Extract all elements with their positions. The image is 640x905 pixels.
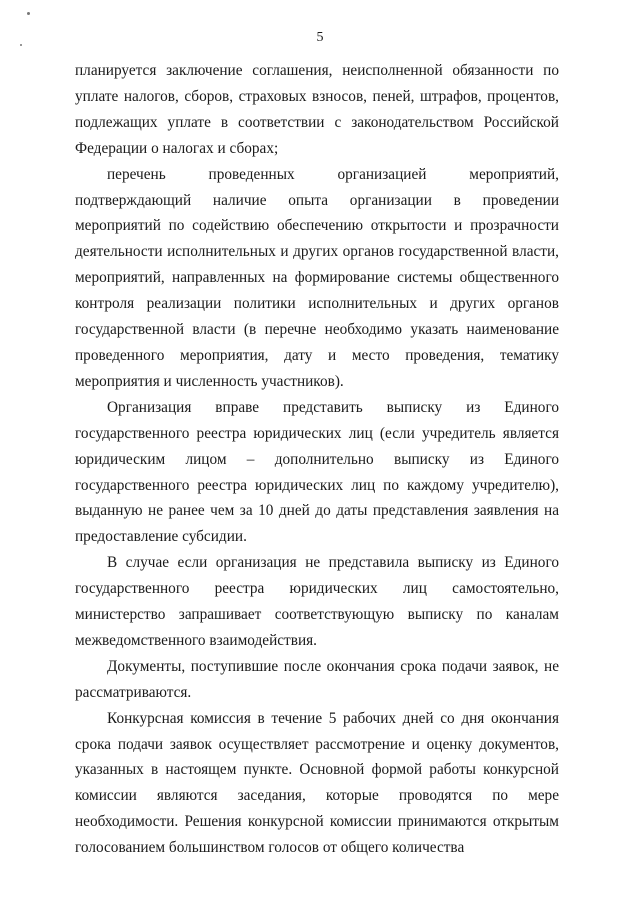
page-number: 5 — [316, 30, 324, 45]
paragraph: Документы, поступившие после окончания срока подачи заявок, не рассматриваются. — [75, 657, 559, 701]
paragraph: Организация вправе представить выписку из Единого государственного реестра юридических лиц (если учредитель является юридическим лицом – дополнительно выписку из Единого государственного реестра юридических лиц по каждому учредителю), выданную не ранее чем за 10 дней до даты представления заявления на предоставление субсидии. — [75, 398, 559, 546]
paragraph: перечень проведенных организацией мероприятий, подтверждающий наличие опыта организации в проведении мероприятий по содействию обеспечению открытости и прозрачности деятельности исполнительных и других органов государственной власти, мероприятий, направленных на формирование системы общественного контроля реализации политики исполнительных и других органов государственной власти (в перечне необходимо указать наименование проведенного мероприятия, дату и место проведения, тематику мероприятия и численность участников). — [75, 165, 559, 390]
scan-speck — [27, 12, 30, 15]
paragraph: Конкурсная комиссия в течение 5 рабочих дней со дня окончания срока подачи заявок осуществляет рассмотрение и оценку документов, указанных в настоящем пункте. Основной формой работы конкурсной комиссии являются заседания, которые проводятся по мере необходимости. Решения конкурсной комиссии принимаются открытым голосованием большинством голосов от общего количества — [75, 709, 559, 857]
document-body — [75, 58, 559, 861]
paragraph: планируется заключение соглашения, неисполненной обязанности по уплате налогов, сборов, страховых взносов, пеней, штрафов, процентов, подлежащих уплате в соответствии с законодательством Российской Федерации о налогах и сборах; — [75, 62, 559, 157]
paragraph: В случае если организация не представила выписку из Единого государственного реестра юридических лиц самостоятельно, министерство запрашивает соответствующую выписку по каналам межведомственного взаимодействия. — [75, 554, 559, 649]
